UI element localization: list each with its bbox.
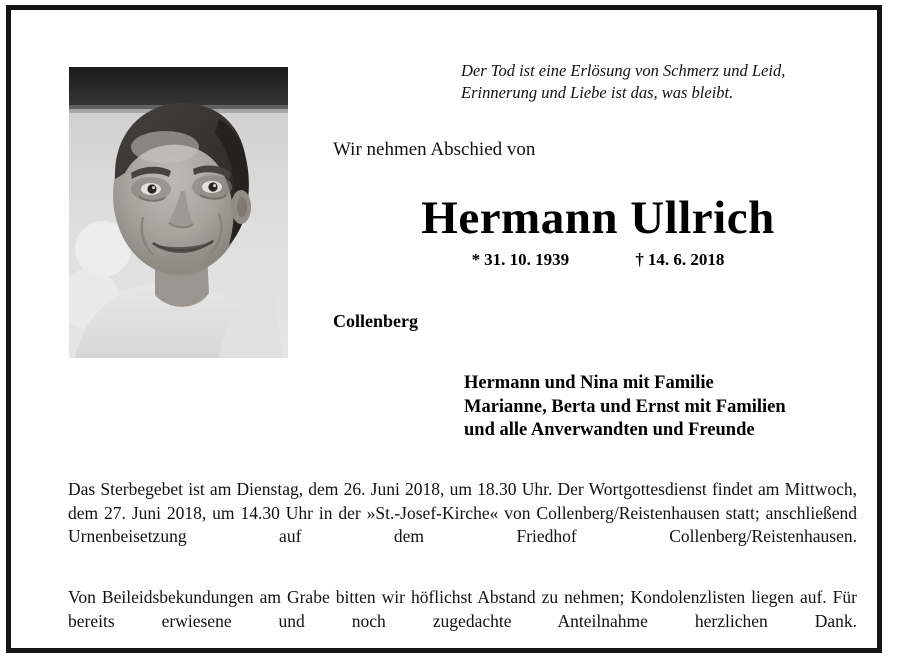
notice-border-frame <box>6 5 882 653</box>
condolence-paragraph: Von Beileidsbekundungen am Grabe bitten wir höflichst Abstand zu nehmen; Kondolenzlisten liegen auf. Für bereits erwiesene und noch zugedachte Anteilnahme herzlichen Dank. <box>68 587 857 631</box>
body-text <box>68 478 857 657</box>
portrait-photo-image <box>69 67 288 358</box>
birth-date-group <box>472 250 574 269</box>
death-date-group <box>635 250 724 269</box>
service-paragraph: Das Sterbegebet ist am Dienstag, dem 26. Juni 2018, um 18.30 Uhr. Der Wortgottesdienst findet am Mittwoch, dem 27. Juni 2018, um 14.30 Uhr in der »St.-Josef-Kirche« von Collenberg/Reistenhausen statt; anschließend Urnenbeisetzung auf dem Friedhof Collenberg/Reistenhausen. <box>68 479 857 546</box>
farewell-line: Wir nehmen Abschied von <box>333 139 536 160</box>
deceased-name: Hermann Ullrich <box>421 192 775 244</box>
epigraph <box>461 60 881 104</box>
survivors-block <box>464 372 786 443</box>
died-symbol: † <box>635 250 644 269</box>
town-name: Collenberg <box>333 311 418 331</box>
survivors-line-2: Marianne, Berta und Ernst mit Familien <box>464 396 786 417</box>
survivors-line-1: Hermann und Nina mit Familie <box>464 373 714 393</box>
survivors-line-3: und alle Anverwandten und Freunde <box>464 420 755 440</box>
epigraph-line-1: Der Tod ist eine Erlösung von Schmerz und Leid, <box>461 61 786 80</box>
born-symbol: * <box>471 250 481 269</box>
death-date: 14. 6. 2018 <box>647 250 725 269</box>
portrait-photo <box>69 67 288 358</box>
birth-date: 31. 10. 1939 <box>484 250 570 269</box>
epigraph-line-2: Erinnerung und Liebe ist das, was bleibt. <box>461 83 734 102</box>
life-dates <box>333 249 863 271</box>
